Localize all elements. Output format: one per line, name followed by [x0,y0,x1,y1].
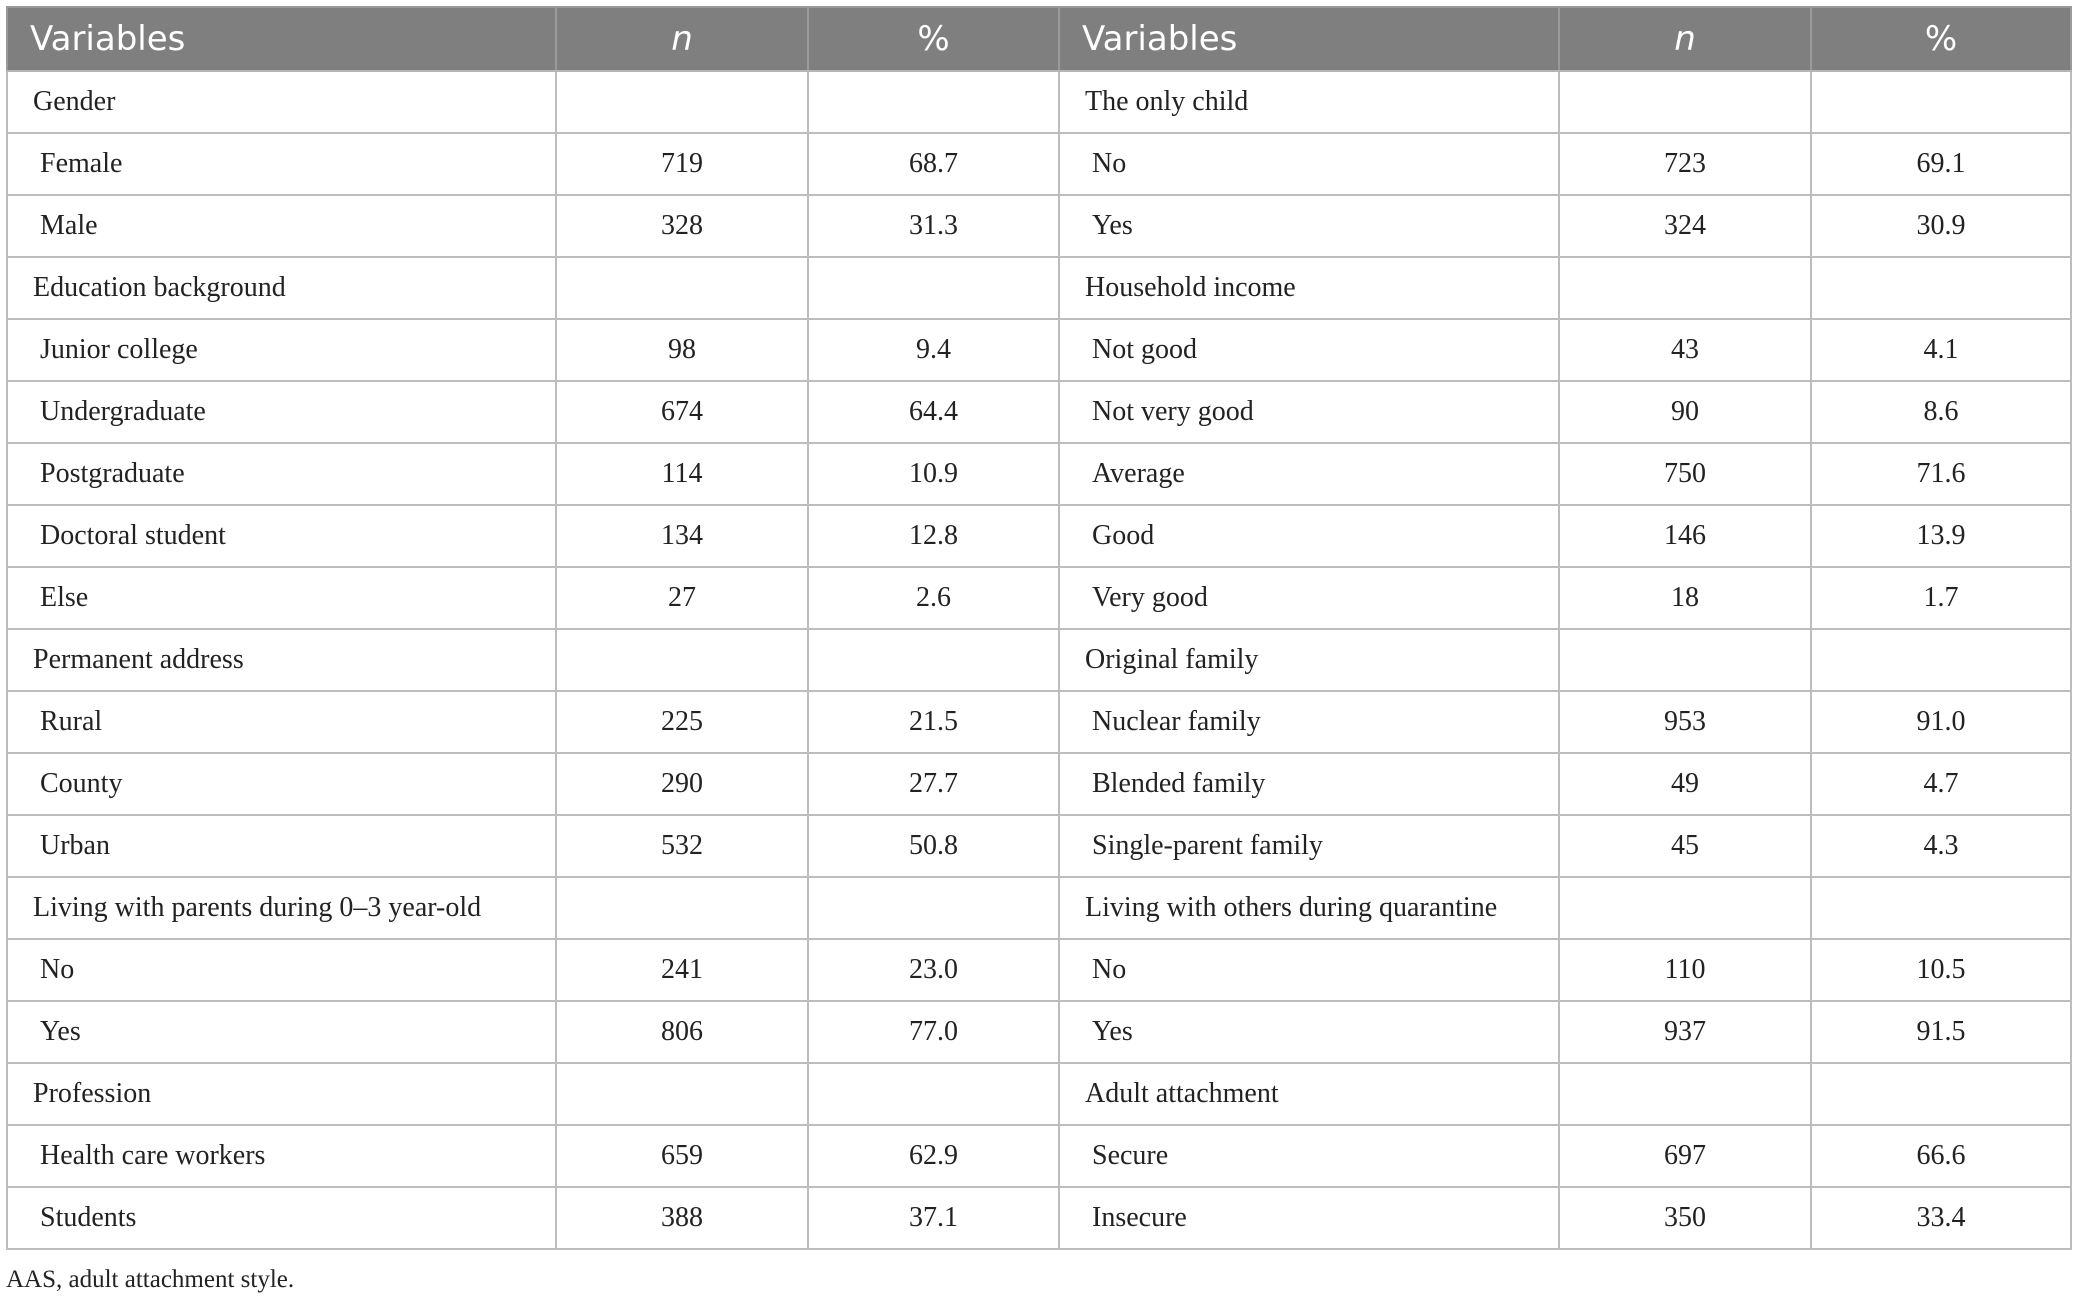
variable-label-left: County [7,753,556,815]
percent-cell-left: 12.8 [808,505,1059,567]
variable-label-right: Not good [1059,319,1559,381]
count-cell-left [556,1063,808,1125]
percent-cell-right: 91.0 [1811,691,2071,753]
percent-cell-left: 27.7 [808,753,1059,815]
percent-cell-left: 23.0 [808,939,1059,1001]
table-header-row [7,7,2071,71]
percent-cell-right: 1.7 [1811,567,2071,629]
count-cell-left: 241 [556,939,808,1001]
count-cell-right: 350 [1559,1187,1811,1249]
variable-label-left: Rural [7,691,556,753]
percent-cell-left: 10.9 [808,443,1059,505]
count-cell-left: 27 [556,567,808,629]
variable-label-right: Yes [1059,1001,1559,1063]
variable-label-right: Good [1059,505,1559,567]
percent-cell-left: 9.4 [808,319,1059,381]
count-cell-right: 45 [1559,815,1811,877]
percent-cell-right [1811,629,2071,691]
category-label-right: The only child [1059,71,1559,133]
category-label-left: Gender [7,71,556,133]
variable-label-right: Single-parent family [1059,815,1559,877]
table-row [7,1125,2071,1187]
count-cell-left: 806 [556,1001,808,1063]
percent-cell-left [808,877,1059,939]
percent-cell-right: 66.6 [1811,1125,2071,1187]
percent-cell-left [808,257,1059,319]
percent-cell-left [808,629,1059,691]
variable-label-left: Students [7,1187,556,1249]
percent-cell-left: 64.4 [808,381,1059,443]
count-cell-right: 49 [1559,753,1811,815]
percent-cell-right: 91.5 [1811,1001,2071,1063]
percent-cell-right: 4.1 [1811,319,2071,381]
percent-cell-right: 4.3 [1811,815,2071,877]
table-row [7,567,2071,629]
count-cell-left [556,877,808,939]
count-cell-right: 697 [1559,1125,1811,1187]
percent-cell-left: 62.9 [808,1125,1059,1187]
table-row [7,1001,2071,1063]
header-variables-right: Variables [1059,7,1559,71]
variable-label-left: No [7,939,556,1001]
category-label-right: Household income [1059,257,1559,319]
table-body [7,71,2071,1249]
count-cell-right: 723 [1559,133,1811,195]
count-cell-left: 659 [556,1125,808,1187]
demographics-table [6,6,2072,1250]
category-label-left: Living with parents during 0–3 year-old [7,877,556,939]
percent-cell-right: 33.4 [1811,1187,2071,1249]
category-label-right: Adult attachment [1059,1063,1559,1125]
table-row [7,691,2071,753]
count-cell-right: 953 [1559,691,1811,753]
percent-cell-right [1811,257,2071,319]
count-cell-right [1559,1063,1811,1125]
percent-cell-right: 4.7 [1811,753,2071,815]
variable-label-right: Insecure [1059,1187,1559,1249]
variable-label-right: Very good [1059,567,1559,629]
count-cell-right [1559,629,1811,691]
percent-cell-right [1811,877,2071,939]
count-cell-right: 18 [1559,567,1811,629]
variable-label-left: Yes [7,1001,556,1063]
percent-cell-right: 13.9 [1811,505,2071,567]
count-cell-left: 719 [556,133,808,195]
count-cell-left: 98 [556,319,808,381]
percent-cell-left: 31.3 [808,195,1059,257]
variable-label-left: Male [7,195,556,257]
percent-cell-right: 30.9 [1811,195,2071,257]
count-cell-left: 674 [556,381,808,443]
table-row [7,1063,2071,1125]
count-cell-right [1559,71,1811,133]
table-row [7,71,2071,133]
variable-label-left: Urban [7,815,556,877]
table-row [7,319,2071,381]
category-label-left: Permanent address [7,629,556,691]
percent-cell-right: 71.6 [1811,443,2071,505]
table-footnote: AAS, adult attachment style. [6,1266,295,1293]
category-label-right: Living with others during quarantine [1059,877,1559,939]
count-cell-left: 532 [556,815,808,877]
percent-cell-left [808,71,1059,133]
percent-cell-left: 77.0 [808,1001,1059,1063]
variable-label-right: Yes [1059,195,1559,257]
variable-label-left: Junior college [7,319,556,381]
percent-cell-left: 21.5 [808,691,1059,753]
count-cell-right [1559,257,1811,319]
count-cell-right: 90 [1559,381,1811,443]
category-label-left: Profession [7,1063,556,1125]
percent-cell-right: 10.5 [1811,939,2071,1001]
table-row [7,939,2071,1001]
count-cell-left [556,257,808,319]
count-cell-right: 324 [1559,195,1811,257]
header-percent-left: % [808,7,1059,71]
variable-label-right: Nuclear family [1059,691,1559,753]
table-row [7,505,2071,567]
variable-label-left: Postgraduate [7,443,556,505]
header-percent-right: % [1811,7,2071,71]
variable-label-right: No [1059,939,1559,1001]
count-cell-right: 110 [1559,939,1811,1001]
table-row [7,257,2071,319]
count-cell-left [556,629,808,691]
variable-label-right: Average [1059,443,1559,505]
count-cell-right: 146 [1559,505,1811,567]
percent-cell-right [1811,71,2071,133]
table-row [7,195,2071,257]
percent-cell-left: 2.6 [808,567,1059,629]
table-row [7,815,2071,877]
category-label-right: Original family [1059,629,1559,691]
variable-label-right: Secure [1059,1125,1559,1187]
count-cell-left: 114 [556,443,808,505]
table-row [7,877,2071,939]
variable-label-right: No [1059,133,1559,195]
table-row [7,629,2071,691]
variable-label-left: Else [7,567,556,629]
percent-cell-right: 8.6 [1811,381,2071,443]
table-row [7,1187,2071,1249]
header-variables-left: Variables [7,7,556,71]
percent-cell-right: 69.1 [1811,133,2071,195]
count-cell-left: 388 [556,1187,808,1249]
table-row [7,133,2071,195]
count-cell-left: 328 [556,195,808,257]
percent-cell-left [808,1063,1059,1125]
count-cell-right [1559,877,1811,939]
header-n-right: n [1559,7,1811,71]
header-n-left: n [556,7,808,71]
variable-label-left: Undergraduate [7,381,556,443]
variable-label-left: Health care workers [7,1125,556,1187]
percent-cell-left: 50.8 [808,815,1059,877]
table-row [7,443,2071,505]
count-cell-left: 290 [556,753,808,815]
variable-label-right: Blended family [1059,753,1559,815]
count-cell-left: 225 [556,691,808,753]
count-cell-right: 750 [1559,443,1811,505]
table-row [7,381,2071,443]
document-page [6,6,2070,1294]
percent-cell-left: 68.7 [808,133,1059,195]
count-cell-left [556,71,808,133]
category-label-left: Education background [7,257,556,319]
variable-label-left: Female [7,133,556,195]
count-cell-left: 134 [556,505,808,567]
variable-label-right: Not very good [1059,381,1559,443]
percent-cell-left: 37.1 [808,1187,1059,1249]
percent-cell-right [1811,1063,2071,1125]
table-row [7,753,2071,815]
count-cell-right: 937 [1559,1001,1811,1063]
variable-label-left: Doctoral student [7,505,556,567]
count-cell-right: 43 [1559,319,1811,381]
